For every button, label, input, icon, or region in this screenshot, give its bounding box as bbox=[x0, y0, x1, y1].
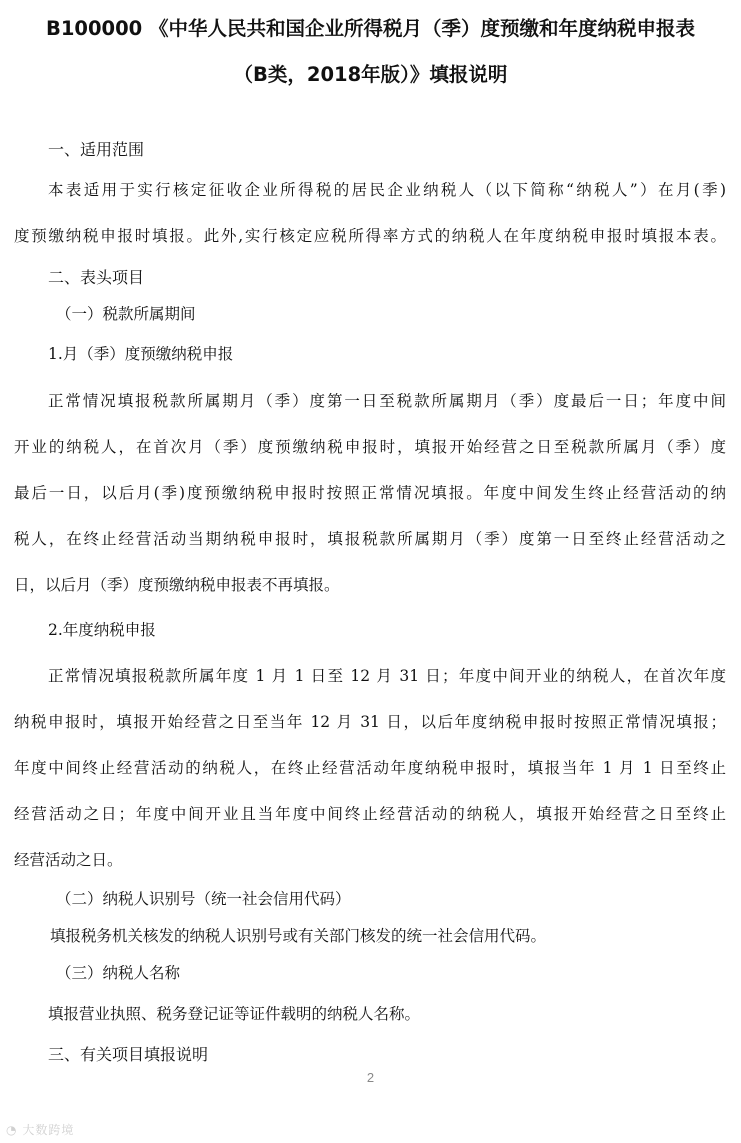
paragraph-line: 经营活动之日。 bbox=[14, 851, 123, 869]
document-title-line-2: （B类，2018年版）》填报说明 bbox=[233, 63, 508, 86]
item-heading-monthly: 1.月（季）度预缴纳税申报 bbox=[48, 345, 234, 363]
subsection-heading-tax-period: （一）税款所属期间 bbox=[56, 305, 196, 323]
paragraph-line: 日，以后月（季）度预缴纳税申报表不再填报。 bbox=[14, 576, 340, 594]
section-heading-item-instructions: 三、有关项目填报说明 bbox=[48, 1045, 209, 1064]
paragraph-line: 填报税务机关核发的纳税人识别号或有关部门核发的统一社会信用代码。 bbox=[50, 927, 547, 945]
paragraph-line: 经营活动之日；年度中间开业且当年度中间终止经营活动的纳税人，填报开始经营之日至终止 bbox=[14, 805, 726, 823]
watermark-icon: ◔ bbox=[6, 1123, 18, 1137]
paragraph-line: 本表适用于实行核定征收企业所得税的居民企业纳税人（以下简称“纳税人”）在月(季) bbox=[48, 181, 726, 199]
subsection-heading-taxpayer-name: （三）纳税人名称 bbox=[56, 964, 181, 982]
subsection-heading-taxpayer-id: （二）纳税人识别号（统一社会信用代码） bbox=[56, 890, 351, 908]
paragraph-line: 开业的纳税人，在首次月（季）度预缴纳税申报时，填报开始经营之日至税款所属月（季）度 bbox=[14, 438, 726, 456]
paragraph-line: 正常情况填报税款所属期月（季）度第一日至税款所属期月（季）度最后一日；年度中间 bbox=[48, 392, 726, 410]
paragraph-line: 填报营业执照、税务登记证等证件载明的纳税人名称。 bbox=[48, 1005, 421, 1023]
watermark-text: 大数跨境 bbox=[22, 1123, 75, 1137]
paragraph-line: 纳税申报时，填报开始经营之日至当年 12 月 31 日，以后年度纳税申报时按照正常情况填报； bbox=[14, 713, 726, 731]
watermark-logo bbox=[6, 1121, 74, 1138]
paragraph-line: 最后一日，以后月(季)度预缴纳税申报时按照正常情况填报。年度中间发生终止经营活动的纳 bbox=[14, 484, 726, 502]
page-number: 2 bbox=[366, 1070, 375, 1085]
item-heading-annual: 2.年度纳税申报 bbox=[48, 621, 156, 639]
document-title-line-1: B100000 《中华人民共和国企业所得税月（季）度预缴和年度纳税申报表 bbox=[45, 17, 696, 40]
paragraph-line: 度预缴纳税申报时填报。此外,实行核定应税所得率方式的纳税人在年度纳税申报时填报本表。 bbox=[14, 227, 726, 245]
section-heading-scope: 一、适用范围 bbox=[48, 140, 145, 159]
paragraph-line: 正常情况填报税款所属年度 1 月 1 日至 12 月 31 日；年度中间开业的纳税人，在首次年度 bbox=[48, 667, 726, 685]
paragraph-line: 税人，在终止经营活动当期纳税申报时，填报税款所属期月（季）度第一日至终止经营活动之 bbox=[14, 530, 726, 548]
paragraph-line: 年度中间终止经营活动的纳税人，在终止经营活动年度纳税申报时，填报当年 1 月 1 日至终止 bbox=[14, 759, 726, 777]
section-heading-header-items: 二、表头项目 bbox=[48, 268, 145, 287]
